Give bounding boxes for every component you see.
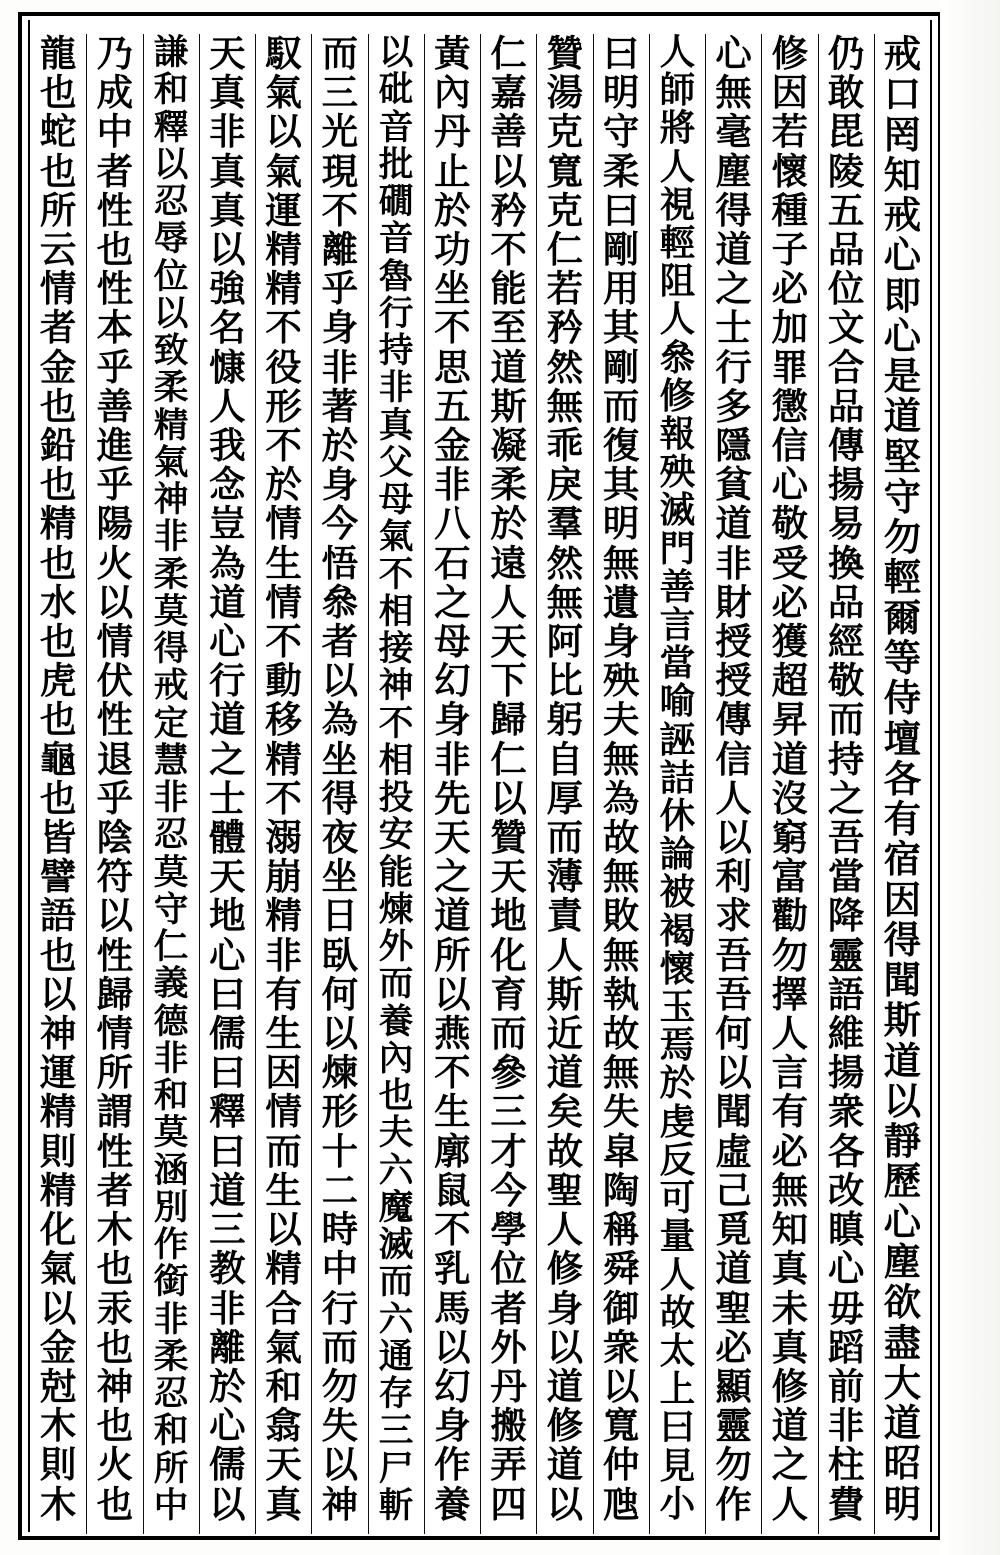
text-columns (30, 34, 930, 1534)
text-column (761, 34, 817, 1534)
page-border-frame (18, 12, 942, 1540)
text-column (30, 34, 86, 1534)
column-text: 戒 口 罔 知 戒 心 即 心 是 道 堅 守 勿 輕 爾 等 侍 壇 各 有 宿 因 得 聞 斯 道 以 靜 歷 心 塵 欲 盡 大 道 昭 明 (883, 34, 922, 1526)
text-column (818, 34, 874, 1534)
text-column (311, 34, 367, 1534)
text-column (143, 34, 199, 1534)
column-text: 贊 湯 克 寬 克 仁 若 矜 然 無 乖 戾 羣 然 無 阿 比 躬 自 厚 而 薄 責 人 斯 近 道 矣 故 聖 人 修 身 以 道 修 道 以 (546, 34, 584, 1526)
column-text: 人 師 將 人 視 輕 阻 人 叅 修 報 殃 滅 門 善 言 當 喻 誣 詰 休 論 被 褐 懷 玉 焉 於 虔 反 可 量 人 故 太 上 曰 見 小 (659, 34, 696, 1525)
column-text: 謙 和 釋 以 忍 辱 位 以 致 柔 精 氣 神 非 柔 莫 得 戒 定 慧 非 忍 莫 守 仁 義 德 非 和 莫 涵 別 作 銜 非 柔 忍 和 所 中 (153, 34, 189, 1526)
text-column (593, 34, 649, 1534)
text-column (705, 34, 761, 1534)
column-text: 龍 也 蛇 也 所 云 情 者 金 也 鉛 也 精 也 水 也 虎 也 龜 也 皆 譬 語 也 以 神 運 精 則 精 化 氣 以 金 尅 木 則 木 (39, 34, 77, 1526)
column-text: 天 真 非 真 真 以 強 名 慷 人 我 念 豈 為 道 心 行 道 之 士 體 天 地 心 曰 儒 曰 釋 曰 道 三 教 非 離 於 心 儒 以 (209, 34, 246, 1526)
column-text: 乃 成 中 者 性 也 性 本 乎 善 進 乎 陽 火 以 情 伏 性 退 乎 陰 符 以 性 歸 情 所 謂 性 者 木 也 汞 也 神 也 火 也 (96, 34, 134, 1526)
text-column (649, 34, 705, 1534)
column-text: 以 砒 音 批 礀 音 魯 行 持 非 真 父 母 氣 不 相 接 神 不 相 投 安 能 煉 外 而 養 內 也 夫 六 魔 滅 而 六 通 存 三 尸 斬 (378, 34, 414, 1526)
column-text: 心 無 毫 塵 得 道 之 士 行 多 隱 貧 道 非 財 授 授 傳 信 人 以 利 求 吾 吾 何 以 聞 虛 己 覓 道 聖 必 顯 靈 勿 作 (715, 34, 752, 1526)
column-text: 馭 氣 以 氣 運 精 精 不 役 形 不 於 情 生 情 不 動 移 精 不 溺 崩 精 非 有 生 因 情 而 生 以 精 合 氣 和 翕 天 真 (265, 34, 302, 1526)
text-column (874, 34, 930, 1534)
column-text: 而 三 光 現 不 離 乎 身 非 著 於 身 今 悟 叅 者 以 為 坐 得 夜 坐 日 臥 何 以 煉 形 十 二 時 中 行 而 勿 失 以 神 (321, 34, 359, 1526)
column-text: 仍 敢 毘 陵 五 品 位 文 合 品 傳 揚 易 換 品 經 敬 而 持 之 吾 當 降 靈 語 維 揚 衆 各 改 瞋 心 毋 蹈 前 非 柱 費 (827, 34, 865, 1526)
text-column (86, 34, 142, 1534)
column-text: 黃 內 丹 止 於 功 坐 不 思 五 金 非 八 石 之 母 幻 身 非 先 天 之 道 所 以 燕 不 生 廓 鼠 不 乳 馬 以 幻 身 作 養 (434, 34, 471, 1526)
column-text: 曰 明 守 柔 曰 剛 用 其 剛 而 復 其 明 無 遺 身 殃 夫 無 為 故 無 敗 無 執 故 無 失 皐 陶 稱 舜 御 衆 以 寬 仲 虺 (602, 34, 640, 1526)
page-edge (940, 0, 1000, 1555)
text-column (480, 34, 536, 1534)
text-column (255, 34, 311, 1534)
column-text: 仁 嘉 善 以 矜 不 能 至 道 斯 凝 柔 於 遠 人 天 下 歸 仁 以 贊 天 地 化 育 而 參 三 才 今 學 位 者 外 丹 搬 弄 四 (490, 34, 527, 1526)
text-column (368, 34, 424, 1534)
text-column (536, 34, 592, 1534)
text-column (424, 34, 480, 1534)
column-text: 修 因 若 懷 種 子 必 加 罪 懲 信 心 敬 受 必 獲 超 昇 道 沒 窮 富 勸 勿 擇 人 言 有 必 無 知 真 未 真 修 道 之 人 (771, 34, 809, 1526)
text-column (199, 34, 255, 1534)
